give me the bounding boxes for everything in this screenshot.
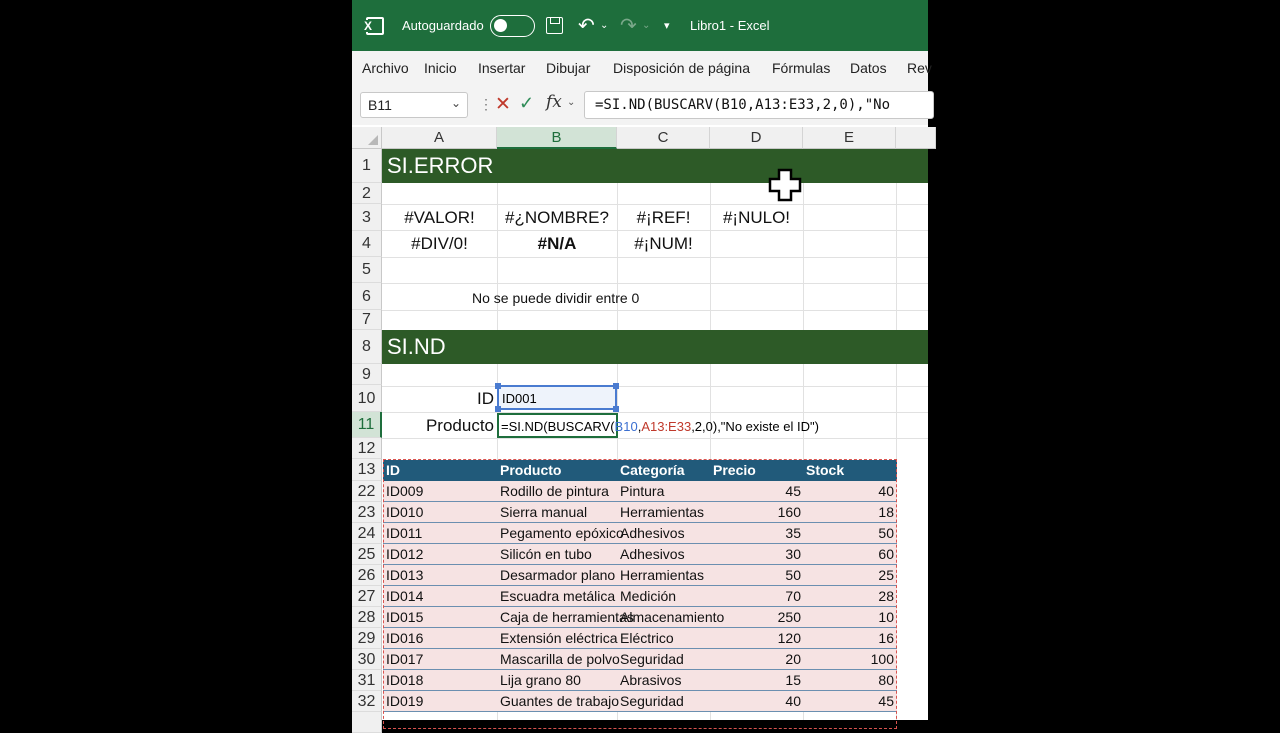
table-cell[interactable]: 35 (785, 525, 801, 541)
active-cell-editor[interactable] (497, 413, 819, 438)
resize-handle[interactable] (495, 406, 501, 412)
row-header[interactable]: 12 (352, 438, 382, 459)
tab-dibujar[interactable]: Dibujar (546, 60, 591, 76)
row-header[interactable]: 3 (352, 204, 382, 231)
division-message[interactable]: No se puede dividir entre 0 (472, 290, 640, 306)
formula-bar (352, 85, 928, 125)
table-cell[interactable]: 50 (785, 567, 801, 583)
table-cell[interactable]: 20 (785, 651, 801, 667)
tab-insertar[interactable]: Insertar (478, 60, 526, 76)
formula-text: ,2,0),"No existe el ID") (691, 419, 819, 434)
table-row[interactable] (383, 586, 897, 607)
column-header-e[interactable]: E (803, 127, 896, 149)
row-header[interactable]: 1 (352, 149, 382, 183)
formula-text: , (637, 419, 642, 434)
error-value[interactable]: #N/A (537, 234, 577, 253)
save-icon[interactable] (546, 0, 563, 51)
table-header-cell[interactable]: Stock (806, 462, 845, 478)
table-row[interactable] (383, 607, 897, 628)
redo-dropdown-icon[interactable]: ⌄ (642, 20, 651, 31)
table-row[interactable] (383, 670, 897, 691)
table-cell[interactable]: Herramientas (620, 504, 705, 520)
title-bar (352, 0, 928, 51)
table-cell[interactable]: 60 (878, 546, 894, 562)
tab-revisar[interactable]: Rev (907, 60, 932, 76)
select-all-button[interactable] (352, 127, 382, 149)
tab-datos[interactable]: Datos (850, 60, 887, 76)
row-header[interactable] (352, 712, 382, 733)
row-header[interactable]: 31 (352, 670, 382, 691)
table-cell[interactable]: 70 (785, 588, 801, 604)
row-header[interactable]: 4 (352, 231, 382, 257)
drag-handle-icon[interactable]: ⋮ (479, 96, 492, 112)
redo-icon[interactable]: ↷ (620, 15, 637, 37)
error-value[interactable]: #VALOR! (404, 208, 475, 227)
table-cell[interactable]: 120 (777, 630, 801, 646)
table-cell[interactable]: Rodillo de pintura (500, 483, 609, 499)
gridline (382, 230, 928, 231)
undo-icon[interactable]: ↶ (578, 15, 595, 37)
error-value[interactable]: #¡REF! (636, 208, 691, 227)
table-cell[interactable]: Sierra manual (500, 504, 588, 520)
table-header-cell[interactable]: Precio (713, 462, 756, 478)
cancel-icon[interactable]: ✕ (495, 94, 511, 115)
table-cell[interactable]: Pegamento epóxico (500, 525, 624, 541)
resize-handle[interactable] (613, 406, 619, 412)
ribbon-tabs (352, 51, 932, 85)
error-value[interactable]: #¡NUM! (634, 234, 693, 253)
column-header-c[interactable]: C (617, 127, 710, 149)
row-header[interactable]: 26 (352, 565, 382, 586)
table-cell[interactable]: 40 (785, 693, 801, 709)
table-header-cell[interactable]: Categoría (620, 462, 685, 478)
undo-dropdown-icon[interactable]: ⌄ (600, 20, 609, 31)
row-header[interactable]: 13 (352, 459, 382, 481)
table-cell[interactable]: 100 (870, 651, 894, 667)
table-row[interactable] (383, 691, 897, 712)
table-cell[interactable]: Medición (620, 588, 677, 604)
table-cell[interactable]: Adhesivos (620, 546, 685, 562)
table-row[interactable] (383, 544, 897, 565)
table-cell[interactable]: Caja de herramientas (500, 609, 634, 625)
table-row[interactable] (383, 523, 897, 544)
gridline (382, 204, 928, 205)
table-cell[interactable]: 30 (785, 546, 801, 562)
table-cell[interactable]: ID013 (386, 567, 424, 583)
chevron-down-icon[interactable]: ⌄ (450, 96, 461, 110)
gridline (382, 412, 928, 413)
table-row[interactable] (383, 565, 897, 586)
gridline (382, 438, 928, 439)
resize-handle[interactable] (495, 383, 501, 389)
table-cell[interactable]: Pintura (620, 483, 665, 499)
column-header-f[interactable] (896, 127, 936, 149)
table-cell[interactable]: Adhesivos (620, 525, 685, 541)
table-cell[interactable]: Abrasivos (620, 672, 682, 688)
autosave-toggle[interactable] (490, 0, 535, 51)
section-banner-sierror[interactable]: SI.ERROR (382, 149, 928, 183)
id-label[interactable]: ID (477, 389, 494, 408)
id-input-cell[interactable] (497, 385, 617, 410)
table-cell[interactable]: 15 (785, 672, 801, 688)
table-cell[interactable]: ID017 (386, 651, 424, 667)
tab-inicio[interactable]: Inicio (424, 60, 457, 76)
row-header[interactable]: 9 (352, 364, 382, 385)
cell-select-cursor-icon (768, 168, 802, 202)
row-header[interactable]: 29 (352, 628, 382, 649)
document-title: Libro1 - Excel (690, 18, 770, 33)
row-header[interactable]: 22 (352, 481, 382, 502)
table-cell[interactable]: 45 (878, 693, 894, 709)
table-cell[interactable]: ID018 (386, 672, 424, 688)
resize-handle[interactable] (613, 383, 619, 389)
table-cell[interactable]: Lija grano 80 (500, 672, 581, 688)
table-header-cell[interactable]: ID (386, 462, 400, 478)
tab-archivo[interactable]: Archivo (362, 60, 409, 76)
table-cell[interactable]: Seguridad (620, 693, 684, 709)
table-cell[interactable]: Silicón en tubo (500, 546, 592, 562)
name-box[interactable] (360, 92, 468, 118)
row-header[interactable]: 7 (352, 310, 382, 330)
gridline (382, 283, 928, 284)
row-header[interactable]: 10 (352, 385, 382, 412)
formula-ref-range: A13:E33 (641, 419, 692, 434)
table-cell[interactable]: Escuadra metálica (500, 588, 616, 604)
customize-toolbar-icon[interactable]: ▾ (664, 20, 670, 32)
table-cell[interactable]: 25 (878, 567, 894, 583)
row-header[interactable]: 24 (352, 523, 382, 544)
table-header (383, 460, 897, 481)
column-header-b[interactable]: B (497, 127, 617, 149)
column-header-a[interactable]: A (382, 127, 497, 149)
table-cell[interactable]: Mascarilla de polvo (500, 651, 620, 667)
table-cell[interactable]: Seguridad (620, 651, 684, 667)
spreadsheet-grid[interactable] (352, 127, 928, 720)
table-cell[interactable]: ID016 (386, 630, 424, 646)
row-header[interactable]: 5 (352, 257, 382, 283)
table-cell[interactable]: 50 (878, 525, 894, 541)
autosave-label: Autoguardado (402, 18, 484, 33)
enter-icon[interactable]: ✓ (519, 93, 535, 113)
table-cell[interactable]: 28 (878, 588, 894, 604)
row-header[interactable]: 32 (352, 691, 382, 712)
gridline (382, 310, 928, 311)
table-cell[interactable]: Eléctrico (620, 630, 674, 646)
row-header[interactable]: 23 (352, 502, 382, 523)
table-cell[interactable]: Desarmador plano (500, 567, 616, 583)
table-row[interactable] (383, 502, 897, 523)
name-box-value: B11 (368, 97, 392, 113)
formula-input[interactable]: =SI.ND(BUSCARV(B10,A13:E33,2,0),"No (584, 91, 934, 119)
table-cell[interactable]: Guantes de trabajo (500, 693, 620, 709)
excel-window (352, 0, 932, 720)
table-cell[interactable]: 250 (777, 609, 801, 625)
error-value[interactable]: #¿NOMBRE? (505, 208, 609, 227)
fx-dropdown-icon[interactable]: ⌄ (567, 97, 576, 108)
table-row[interactable] (383, 481, 897, 502)
table-cell[interactable]: ID009 (386, 483, 424, 499)
table-cell[interactable]: 160 (777, 504, 801, 520)
formula-text: =SI.ND(BUSCARV( (501, 419, 615, 434)
error-value[interactable]: #DIV/0! (411, 234, 468, 253)
table-header-cell[interactable]: Producto (500, 462, 562, 478)
row-header[interactable]: 2 (352, 183, 382, 204)
id-input-value: ID001 (502, 391, 537, 406)
gridline (382, 386, 928, 387)
row-header[interactable]: 28 (352, 607, 382, 628)
table-cell[interactable]: 16 (878, 630, 894, 646)
table-cell[interactable]: 45 (785, 483, 801, 499)
table-cell[interactable]: Extensión eléctrica (500, 630, 618, 646)
row-header[interactable]: 25 (352, 544, 382, 565)
table-cell[interactable]: 10 (878, 609, 894, 625)
column-header-d[interactable]: D (710, 127, 803, 149)
table-row[interactable] (383, 628, 897, 649)
table-row[interactable] (383, 649, 897, 670)
table-cell[interactable]: 80 (878, 672, 894, 688)
error-value[interactable]: #¡NULO! (722, 208, 791, 227)
table-cell[interactable]: 18 (878, 504, 894, 520)
product-label[interactable]: Producto (425, 416, 494, 435)
table-cell[interactable]: Herramientas (620, 567, 705, 583)
excel-logo-icon (366, 0, 388, 51)
table-cell[interactable]: ID011 (386, 525, 423, 541)
table-cell[interactable]: ID010 (386, 504, 424, 520)
row-header[interactable]: 30 (352, 649, 382, 670)
table-cell[interactable]: Almacenamiento (620, 609, 725, 625)
row-header[interactable]: 27 (352, 586, 382, 607)
table-cell[interactable]: ID014 (386, 588, 424, 604)
row-header[interactable]: 6 (352, 283, 382, 310)
row-header[interactable]: 11 (352, 412, 382, 438)
tab-disposicion[interactable]: Disposición de página (613, 60, 750, 76)
formula-ref-b10: B10 (614, 419, 638, 434)
section-banner-sind[interactable]: SI.ND (382, 330, 928, 364)
gridline (382, 257, 928, 258)
tab-formulas[interactable]: Fórmulas (772, 60, 831, 76)
row-header[interactable]: 8 (352, 330, 382, 364)
insert-function-icon[interactable]: fx (546, 92, 562, 112)
table-cell[interactable]: 40 (878, 483, 894, 499)
table-cell[interactable]: ID012 (386, 546, 424, 562)
table-cell[interactable]: ID019 (386, 693, 424, 709)
table-cell[interactable]: ID015 (386, 609, 424, 625)
